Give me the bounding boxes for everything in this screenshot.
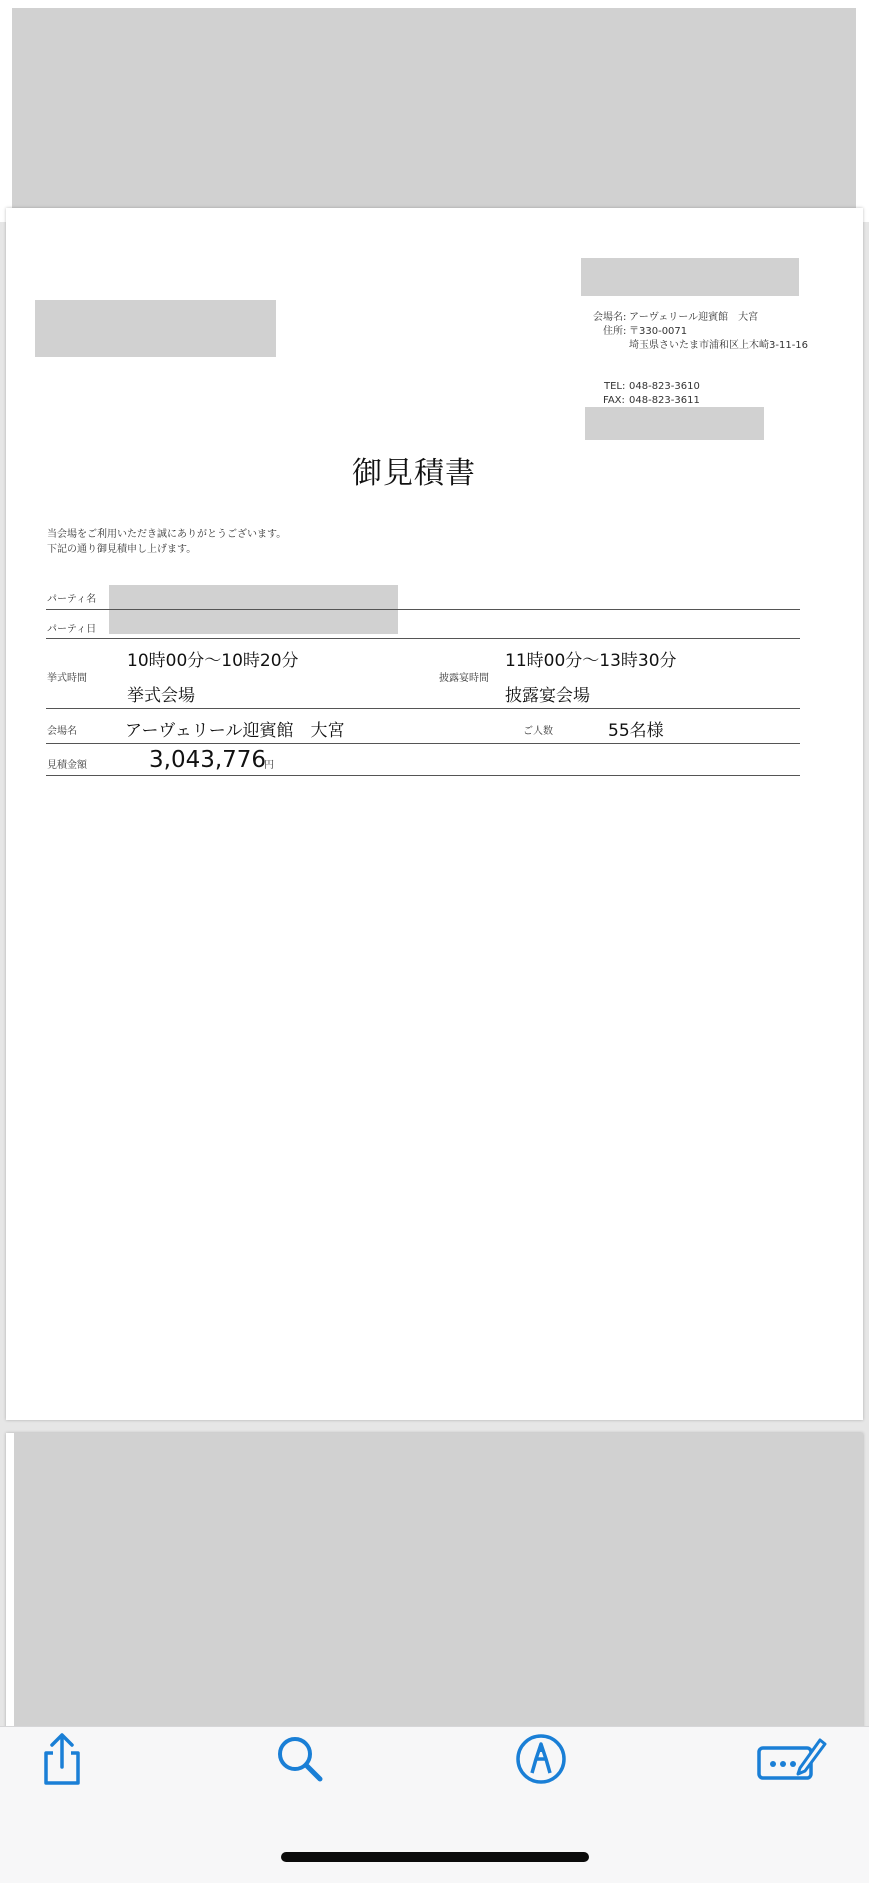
share-icon — [38, 1731, 86, 1787]
row-divider — [46, 743, 800, 744]
signature-icon — [756, 1734, 828, 1784]
estimate-page — [6, 208, 863, 1420]
redacted-logo — [581, 258, 799, 296]
home-indicator[interactable] — [281, 1852, 589, 1862]
reception-venue: 披露宴会場 — [505, 686, 590, 706]
greeting-line-1: 当会場をご利用いただき誠にありがとうございます。 — [47, 529, 287, 540]
redacted-region — [12, 8, 856, 222]
party-date-label: パーティ日 — [47, 624, 97, 635]
redacted-region — [14, 1433, 863, 1727]
guests-label: ご人数 — [523, 726, 553, 737]
venue-name-header: アーヴェリール迎賓館 大宮 — [629, 312, 759, 323]
redacted-stamp — [585, 407, 764, 440]
address-label: 住所: — [603, 326, 627, 337]
signature-button[interactable] — [756, 1729, 828, 1789]
ceremony-venue: 挙式会場 — [127, 686, 195, 706]
address: 埼玉県さいたま市浦和区上木崎3-11-16 — [629, 340, 809, 351]
estimate-amount: 3,043,776 — [149, 747, 267, 773]
ceremony-time-label: 挙式時間 — [47, 673, 87, 684]
row-divider — [46, 638, 800, 639]
redacted-logo — [35, 300, 276, 357]
document-title: 御見積書 — [352, 456, 476, 491]
row-divider — [46, 775, 800, 776]
ceremony-time: 10時00分～10時20分 — [127, 651, 299, 671]
reception-time-label: 披露宴時間 — [439, 673, 489, 684]
fax-number: 048-823-3611 — [629, 395, 700, 406]
venue-name-value: アーヴェリール迎賓館 大宮 — [125, 721, 345, 741]
yen-unit: 円 — [264, 760, 274, 771]
markup-icon — [514, 1732, 568, 1786]
tel-label: TEL: — [604, 381, 626, 392]
venue-name-label: 会場名 — [47, 726, 77, 737]
markup-button[interactable] — [511, 1729, 571, 1789]
guests-value: 55名様 — [608, 721, 664, 741]
reception-time: 11時00分～13時30分 — [505, 651, 677, 671]
search-button[interactable] — [270, 1729, 330, 1789]
party-name-label: パーティ名 — [47, 594, 97, 605]
fax-label: FAX: — [603, 395, 625, 406]
venue-label: 会場名: — [593, 312, 627, 323]
tel-number: 048-823-3610 — [629, 381, 700, 392]
search-icon — [274, 1733, 326, 1785]
share-button[interactable] — [32, 1729, 92, 1789]
estimate-label: 見積金額 — [47, 760, 87, 771]
row-divider — [46, 708, 800, 709]
postal-code: 〒330-0071 — [629, 326, 688, 337]
row-divider — [46, 609, 800, 610]
greeting-line-2: 下記の通り御見積申し上げます。 — [47, 544, 197, 555]
